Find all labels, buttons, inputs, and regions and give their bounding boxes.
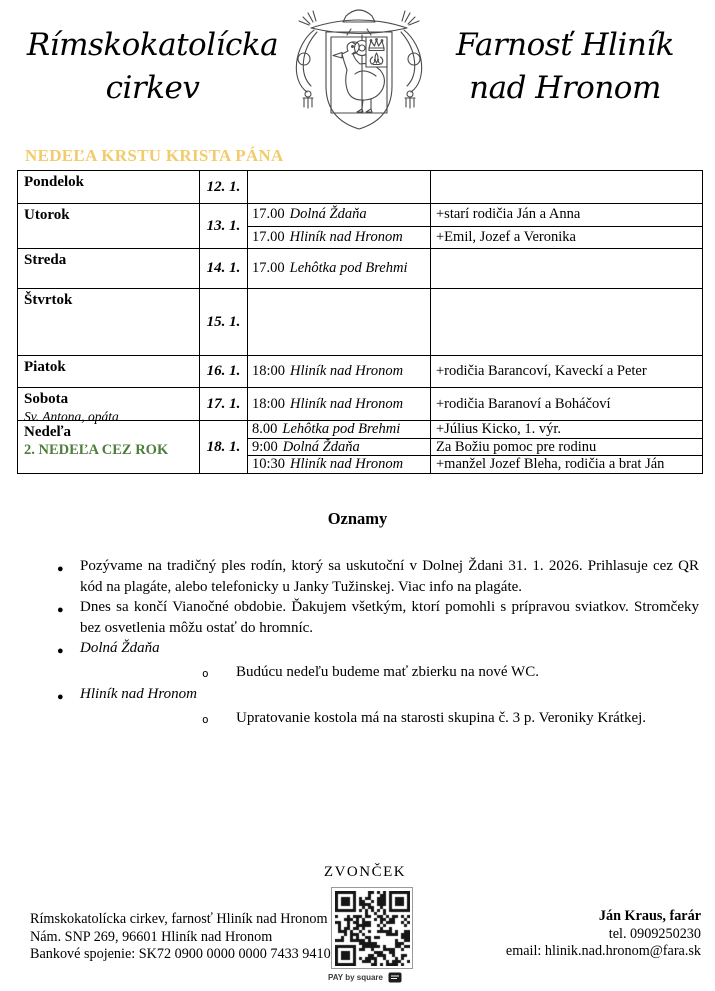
- mass-line: [248, 204, 702, 226]
- list-item: [57, 684, 699, 708]
- pay-by-square-caption: [290, 972, 440, 983]
- mass-place: Hliník nad Hronom: [290, 456, 404, 473]
- pay-by-square-logo-icon: [388, 972, 402, 983]
- mass-intention: +rodičia Barancoví, Kaveckí a Peter: [436, 363, 647, 379]
- mass-place: Lehôtka pod Brehmi: [282, 421, 401, 437]
- mass-time-place: [248, 227, 431, 249]
- mass-place: Dolná Ždaňa: [289, 206, 367, 223]
- table-row-wednesday: [18, 248, 702, 288]
- mass-place: Lehôtka pod Brehmi: [289, 260, 408, 276]
- mass-cells: [248, 421, 702, 473]
- mass-intention: [431, 249, 702, 288]
- mass-time-place: [248, 249, 431, 288]
- mass-line: [248, 421, 702, 438]
- mass-line: [248, 438, 702, 456]
- table-row-friday: [18, 355, 702, 387]
- table-row-thursday: [18, 288, 702, 355]
- mass-time-place: [248, 289, 431, 355]
- parish-name-line1: Farnosť Hliník: [455, 27, 675, 63]
- pay-by-square-label: PAY by square: [328, 973, 383, 982]
- day-name: Nedeľa: [24, 424, 72, 440]
- announcement-village: Hliník nad Hronom: [80, 686, 197, 702]
- bullet-icon: ●: [57, 563, 64, 575]
- mass-place: Hliník nad Hronom: [290, 363, 404, 379]
- circle-bullet-icon: o: [202, 666, 209, 680]
- date-cell: 17. 1.: [200, 388, 248, 420]
- bullet-icon: ●: [57, 645, 64, 657]
- day-cell: [18, 204, 200, 248]
- mass-intention: +manžel Jozef Bleha, rodičia a brat Ján: [436, 456, 665, 473]
- announcements-list: [57, 556, 699, 730]
- table-row-saturday: [18, 387, 702, 424]
- mass-cells: [248, 249, 702, 288]
- mass-intention: +rodičia Baranoví a Boháčoví: [436, 395, 611, 412]
- day-feast-note: Sv. Antona, opáta: [24, 409, 119, 424]
- day-name: Pondelok: [24, 174, 85, 190]
- mass-intention: Za Božiu pomoc pre rodinu: [436, 438, 597, 455]
- mass-line: [248, 455, 702, 473]
- mass-time-place: [248, 421, 431, 438]
- table-row-tuesday: [18, 203, 702, 248]
- mass-line: [248, 356, 702, 387]
- organization-name: [20, 24, 285, 110]
- mass-intention: [431, 171, 702, 203]
- date-cell: 14. 1.: [200, 249, 248, 288]
- priest-phone: tel. 0909250230: [608, 925, 701, 942]
- day-cell: [18, 289, 200, 355]
- announcement-subtext: Upratovanie kostola má na starosti skupina č. 3 p. Veroniky Krátkej.: [236, 709, 647, 726]
- day-cell: [18, 388, 200, 424]
- bullet-icon: ●: [57, 604, 64, 616]
- priest-email: email: hlinik.nad.hronom@fara.sk: [505, 943, 701, 959]
- coat-of-arms: [284, 2, 434, 143]
- mass-intention: +Emil, Jozef a Veronika: [436, 228, 576, 245]
- organization-name-line1: Rímskokatolícka: [26, 27, 279, 63]
- qr-code-frame: [331, 887, 413, 969]
- mass-time-place: [248, 439, 431, 456]
- day-name: Sobota: [24, 391, 69, 407]
- mass-time: 10:30: [252, 456, 286, 473]
- mass-schedule-table: [17, 170, 703, 474]
- mass-cells: [248, 356, 702, 387]
- mass-line: [248, 249, 702, 288]
- day-cell: [18, 171, 200, 203]
- mass-time: 8.00: [252, 421, 278, 437]
- mass-place: Dolná Ždaňa: [282, 438, 360, 455]
- mass-place: Hliník nad Hronom: [289, 228, 403, 245]
- table-row-monday: [18, 171, 702, 203]
- mass-line: [248, 289, 702, 355]
- list-item: [57, 597, 699, 638]
- list-subitem: [202, 708, 699, 731]
- day-name: Streda: [24, 252, 67, 268]
- mass-time: 17.00: [252, 228, 285, 245]
- zvoncek-title: ZVONČEK: [323, 864, 407, 880]
- contact-line: Rímskokatolícka cirkev, farnosť Hliník nad Hronom: [30, 911, 328, 927]
- mass-line: [248, 388, 702, 420]
- circle-bullet-icon: o: [202, 712, 209, 726]
- parish-contact-block: [30, 911, 331, 964]
- day-name: Utorok: [24, 207, 70, 223]
- mass-place: Hliník nad Hronom: [290, 395, 404, 412]
- bullet-icon: ●: [57, 691, 64, 703]
- contact-line: Bankové spojenie: SK72 0900 0000 0000 7433 9410: [30, 946, 331, 962]
- announcement-text: Dnes sa končí Vianočné obdobie. Ďakujem všetkým, ktorí pomohli s prípravou sviatkov. Stromčeky bez osvetlenia môžu ostať do hromníc.: [80, 599, 699, 636]
- day-cell: [18, 421, 200, 473]
- date-cell: 12. 1.: [200, 171, 248, 203]
- date-cell: 13. 1.: [200, 204, 248, 248]
- parish-name: [430, 24, 700, 110]
- announcement-village: Dolná Ždaňa: [80, 640, 160, 656]
- mass-cells: [248, 171, 702, 203]
- table-row-sunday: [18, 420, 702, 473]
- mass-time-place: [248, 356, 431, 387]
- qr-code: [335, 891, 410, 966]
- date-cell: 16. 1.: [200, 356, 248, 387]
- organization-name-line2: cirkev: [105, 70, 200, 106]
- day-name: Štvrtok: [24, 292, 73, 308]
- mass-intention: +Július Kicko, 1. výr.: [436, 421, 561, 437]
- mass-time: 18:00: [252, 363, 286, 379]
- date-cell: 18. 1.: [200, 421, 248, 473]
- mass-time-place: [248, 456, 431, 473]
- day-name: Piatok: [24, 359, 66, 375]
- list-subitem: [202, 662, 699, 685]
- priest-contact-block: [506, 908, 701, 961]
- mass-intention: [431, 289, 702, 355]
- mass-line: [248, 226, 702, 249]
- mass-time-place: [248, 388, 431, 420]
- mass-cells: [248, 289, 702, 355]
- list-item: [57, 556, 699, 597]
- mass-line: [248, 171, 702, 203]
- mass-cells: [248, 388, 702, 420]
- day-cell: [18, 249, 200, 288]
- priest-name: Ján Kraus, farár: [598, 908, 701, 924]
- mass-time-place: [248, 204, 431, 226]
- mass-time: 18:00: [252, 395, 286, 412]
- day-sunday-note: 2. NEDEĽA CEZ ROK: [24, 442, 169, 458]
- announcement-subtext: Budúcu nedeľu budeme mať zbierku na nové WC.: [236, 663, 539, 680]
- mass-time-place: [248, 171, 431, 203]
- announcements-title: Oznamy: [327, 509, 388, 528]
- mass-cells: [248, 204, 702, 248]
- mass-intention: +starí rodičia Ján a Anna: [436, 206, 581, 223]
- announcement-text: Pozývame na tradičný ples rodín, ktorý sa uskutoční v Dolnej Ždani 31. 1. 2026. Prihlasuje cez QR kód na plagáte, alebo telefonicky u Janky Tužinskej. Viac info na plagáte.: [80, 558, 699, 595]
- announcements-section: [0, 509, 715, 730]
- parish-name-line2: nad Hronom: [469, 70, 661, 106]
- mass-time: 17.00: [252, 206, 285, 223]
- mass-time: 9:00: [252, 438, 278, 455]
- list-item: [57, 638, 699, 662]
- coat-of-arms-icon: [284, 2, 434, 138]
- mass-time: 17.00: [252, 260, 285, 276]
- contact-line: Nám. SNP 269, 96601 Hliník nad Hronom: [30, 928, 273, 945]
- day-cell: [18, 356, 200, 387]
- date-cell: 15. 1.: [200, 289, 248, 355]
- sunday-title: NEDEĽA KRSTU KRISTA PÁNA: [25, 146, 284, 165]
